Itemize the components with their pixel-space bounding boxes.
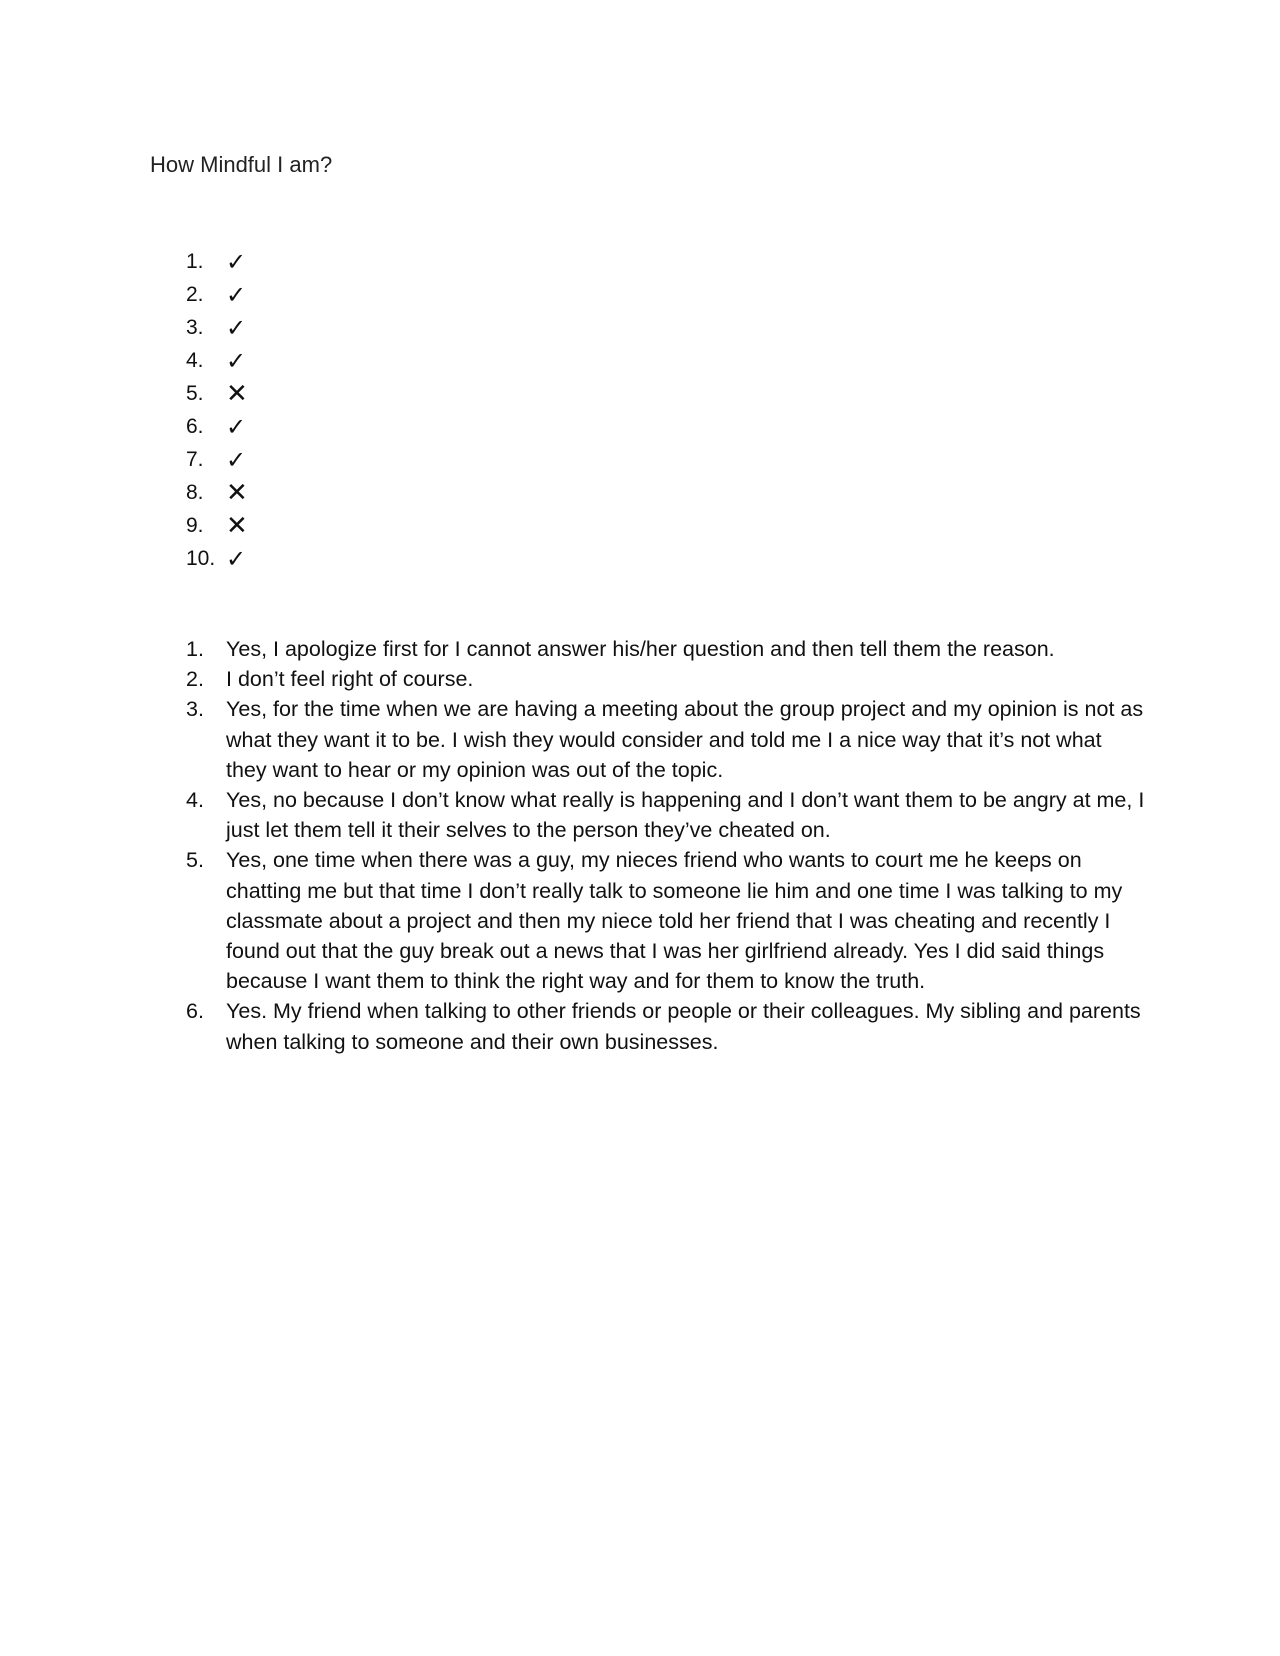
- item-number: 8.: [186, 480, 204, 504]
- answer-number: 2.: [186, 667, 204, 692]
- checklist-item: [186, 443, 256, 476]
- check-mark-icon: ✓: [226, 445, 247, 474]
- cross-mark-icon: ✕: [226, 378, 248, 409]
- answer-text: Yes, I apologize first for I cannot answer his/her question and then tell them the reason.: [226, 637, 1055, 661]
- item-number: 10.: [186, 546, 216, 570]
- item-number: 6.: [186, 414, 204, 438]
- check-mark-icon: ✓: [226, 412, 247, 441]
- checklist-item: [186, 476, 256, 509]
- checklist: [186, 245, 256, 575]
- checklist-item: [186, 278, 256, 311]
- item-number: 1.: [186, 249, 204, 273]
- item-number: 7.: [186, 447, 204, 471]
- checklist-item: [186, 311, 256, 344]
- answer-number: 3.: [186, 697, 204, 722]
- answer-item: [186, 694, 1146, 785]
- answer-item: [186, 785, 1146, 845]
- checklist-item: [186, 245, 256, 278]
- answer-item: [186, 845, 1146, 996]
- checklist-item: [186, 542, 256, 575]
- cross-mark-icon: ✕: [226, 510, 248, 541]
- answer-list: [186, 634, 1146, 1057]
- answer-text: I don’t feel right of course.: [226, 667, 474, 692]
- checklist-item: [186, 377, 256, 410]
- answer-text: Yes, no because I don’t know what really is happening and I don’t want them to be angry at me, I just let them tell it their selves to the person they’ve cheated on.: [226, 788, 1145, 843]
- answer-item: [186, 634, 1146, 664]
- cross-mark-icon: ✕: [226, 477, 248, 508]
- item-number: 3.: [186, 315, 204, 339]
- answer-number: 1.: [186, 637, 204, 661]
- page-title: How Mindful I am?: [150, 152, 333, 177]
- answer-text: Yes, one time when there was a guy, my nieces friend who wants to court me he keeps on chatting me but that time I don’t really talk to someone lie him and one time I was talking to my classmate about a project and then my niece told her friend that I was cheating and recently I found out that the guy break out a news that I was her girlfriend already. Yes I did said things because I want them to think the right way and for them to know the truth.: [226, 848, 1123, 994]
- item-number: 9.: [186, 513, 204, 537]
- answer-text: Yes, for the time when we are having a meeting about the group project and my opinion is not as what they want it to be. I wish they would consider and told me I a nice way that it’s not what they want to hear or my opinion was out of the topic.: [226, 697, 1144, 782]
- answer-number: 4.: [186, 788, 204, 813]
- answer-item: [186, 664, 1146, 694]
- check-mark-icon: ✓: [226, 313, 247, 342]
- check-mark-icon: ✓: [226, 247, 247, 276]
- answer-number: 6.: [186, 999, 204, 1024]
- check-mark-icon: ✓: [226, 280, 247, 309]
- checklist-item: [186, 344, 256, 377]
- item-number: 5.: [186, 381, 204, 405]
- answer-text: Yes. My friend when talking to other friends or people or their colleagues. My sibling and parents when talking to someone and their own businesses.: [226, 999, 1141, 1054]
- checklist-item: [186, 509, 256, 542]
- answer-item: [186, 996, 1146, 1056]
- check-mark-icon: ✓: [226, 544, 247, 573]
- item-number: 2.: [186, 282, 204, 306]
- answer-number: 5.: [186, 848, 204, 873]
- item-number: 4.: [186, 348, 204, 372]
- check-mark-icon: ✓: [226, 346, 247, 375]
- checklist-item: [186, 410, 256, 443]
